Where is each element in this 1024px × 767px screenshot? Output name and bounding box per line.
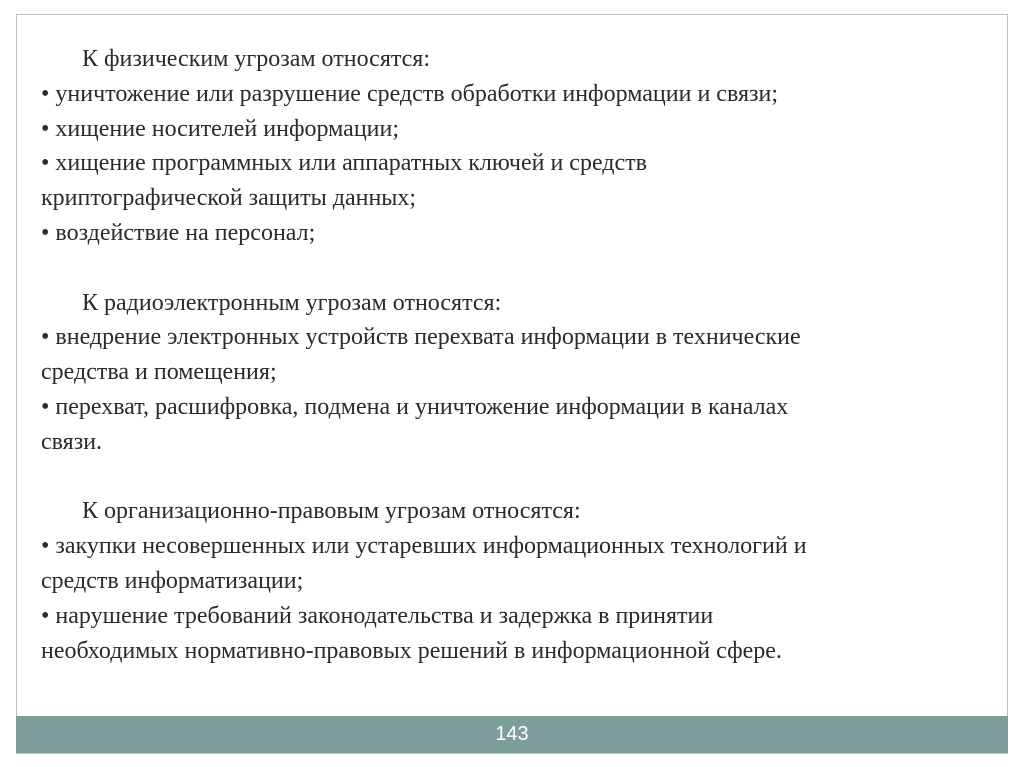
list-item-continuation: связи. bbox=[41, 428, 103, 455]
list-item: • воздействие на персонал; bbox=[41, 219, 316, 246]
section-gap bbox=[41, 460, 981, 495]
section-gap bbox=[41, 251, 981, 286]
list-item: • хищение программных или аппаратных ключей и средств bbox=[41, 150, 647, 177]
physical-threats-heading: К физическим угрозам относятся: bbox=[82, 46, 430, 72]
list-item: • внедрение электронных устройств перехвата информации в технические bbox=[41, 324, 801, 351]
slide-text bbox=[41, 42, 981, 668]
radioelectronic-threats-heading: К радиоэлектронным угрозам относятся: bbox=[82, 289, 502, 316]
list-item: • хищение носителей информации; bbox=[41, 115, 400, 142]
list-item-continuation: необходимых нормативно-правовых решений в информационной сфере. bbox=[41, 637, 782, 664]
page-number: 143 bbox=[495, 723, 529, 745]
list-item-continuation: средств информатизации; bbox=[41, 567, 304, 594]
list-item-continuation: средства и помещения; bbox=[41, 359, 277, 386]
list-item: • уничтожение или разрушение средств обработки информации и связи; bbox=[41, 80, 778, 107]
footer-bar bbox=[16, 716, 1008, 753]
list-item: • перехват, расшифровка, подмена и уничтожение информации в каналах bbox=[41, 393, 789, 420]
list-item: • нарушение требований законодательства и задержка в принятии bbox=[41, 602, 714, 629]
list-item-continuation: криптографической защиты данных; bbox=[41, 185, 417, 212]
legal-threats-heading: К организационно-правовым угрозам относятся: bbox=[82, 498, 581, 525]
list-item: • закупки несовершенных или устаревших информационных технологий и bbox=[41, 533, 807, 560]
